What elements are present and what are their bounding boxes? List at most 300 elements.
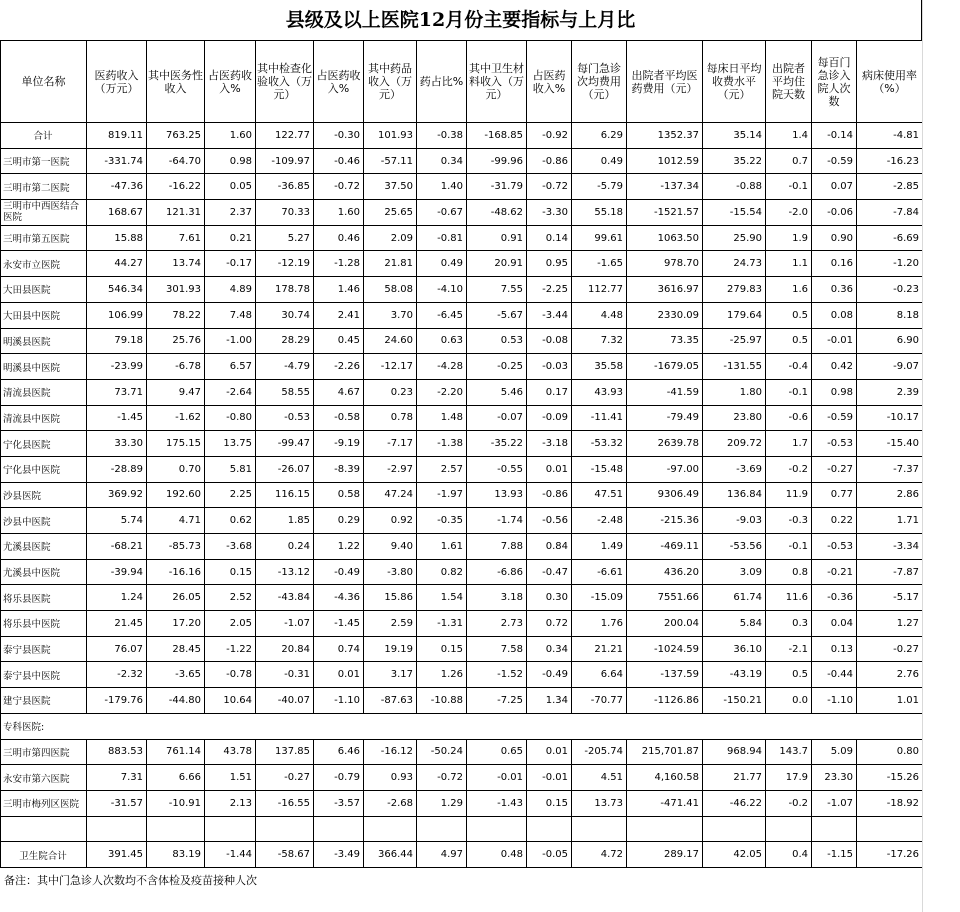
value-cell: 0.98 [812,379,857,405]
value-cell: 25.65 [364,200,417,226]
value-cell: -15.26 [857,765,923,791]
unit-name-cell: 将乐县中医院 [1,611,87,637]
value-cell: -109.97 [256,148,314,174]
value-cell: 55.18 [572,200,627,226]
table-row [1,148,923,174]
value-cell: 0.93 [364,765,417,791]
value-cell: 1.60 [205,123,256,149]
value-cell: -47.36 [87,174,147,200]
value-cell: 1.24 [87,585,147,611]
value-cell: 0.42 [812,354,857,380]
value-cell: 83.19 [147,842,205,868]
value-cell: -1679.05 [627,354,703,380]
value-cell: 0.22 [812,508,857,534]
value-cell: 192.60 [147,482,205,508]
empty-cell [812,816,857,842]
value-cell: 35.58 [572,354,627,380]
value-cell: -1.07 [812,790,857,816]
value-cell: -0.2 [766,456,812,482]
table-row [1,354,923,380]
value-cell: 0.90 [812,225,857,251]
value-cell: 9.40 [364,534,417,560]
value-cell: 47.24 [364,482,417,508]
empty-cell [87,816,147,842]
unit-name-cell: 三明市第五医院 [1,225,87,251]
value-cell: 7551.66 [627,585,703,611]
value-cell: -0.72 [417,765,467,791]
unit-name-cell: 三明市第四医院 [1,739,87,765]
unit-name-cell: 三明市中西医结合医院 [1,200,87,226]
value-cell: -53.56 [703,534,766,560]
value-cell: -97.00 [627,456,703,482]
empty-cell [1,816,87,842]
value-cell: -0.05 [527,842,572,868]
value-cell: -58.67 [256,842,314,868]
empty-cell [205,713,256,739]
value-cell: 37.50 [364,174,417,200]
value-cell: 4.97 [417,842,467,868]
value-cell: 6.64 [572,662,627,688]
value-cell: 2.09 [364,225,417,251]
value-cell: 121.31 [147,200,205,226]
value-cell: 20.84 [256,636,314,662]
value-cell: 369.92 [87,482,147,508]
value-cell: 0.46 [314,225,364,251]
empty-cell [812,713,857,739]
unit-name-cell: 宁化县中医院 [1,456,87,482]
sheet-gridline [922,0,923,912]
table-row [1,328,923,354]
value-cell: 7.58 [467,636,527,662]
empty-cell [627,713,703,739]
value-cell: 0.7 [766,148,812,174]
value-cell: -0.3 [766,508,812,534]
value-cell: 2.52 [205,585,256,611]
value-cell: 1.61 [417,534,467,560]
value-cell: 99.61 [572,225,627,251]
empty-cell [703,713,766,739]
value-cell: 0.08 [812,302,857,328]
value-cell: 7.55 [467,277,527,303]
value-cell: 4.72 [572,842,627,868]
value-cell: 0.5 [766,302,812,328]
table-row [1,123,923,149]
column-header: 其中医务性收入 [147,41,205,123]
value-cell: 7.48 [205,302,256,328]
table-row [1,765,923,791]
value-cell: 0.63 [417,328,467,354]
empty-cell [314,816,364,842]
unit-name-cell: 尤溪县医院 [1,534,87,560]
unit-name-cell: 泰宁县医院 [1,636,87,662]
value-cell: -5.79 [572,174,627,200]
value-cell: -16.16 [147,559,205,585]
value-cell: -3.34 [857,534,923,560]
value-cell: -3.57 [314,790,364,816]
value-cell: 0.65 [467,739,527,765]
value-cell: 279.83 [703,277,766,303]
value-cell: 0.15 [527,790,572,816]
value-cell: 168.67 [87,200,147,226]
value-cell: -44.80 [147,688,205,714]
value-cell: -15.48 [572,456,627,482]
indicator-table [0,40,923,868]
value-cell: 2.25 [205,482,256,508]
value-cell: -0.01 [527,765,572,791]
value-cell: 0.23 [364,379,417,405]
value-cell: -0.49 [527,662,572,688]
unit-name-cell: 清流县医院 [1,379,87,405]
value-cell: 1.22 [314,534,364,560]
empty-cell [467,816,527,842]
unit-name-cell: 明溪县中医院 [1,354,87,380]
value-cell: -10.88 [417,688,467,714]
value-cell: 0.01 [527,456,572,482]
value-cell: 0.72 [527,611,572,637]
value-cell: 9306.49 [627,482,703,508]
value-cell: -1.10 [314,688,364,714]
value-cell: 1.40 [417,174,467,200]
value-cell: -16.12 [364,739,417,765]
table-row [1,842,923,868]
value-cell: -2.0 [766,200,812,226]
section-row [1,713,923,739]
value-cell: 1.49 [572,534,627,560]
value-cell: 0.70 [147,456,205,482]
value-cell: -0.59 [812,148,857,174]
value-cell: 5.46 [467,379,527,405]
unit-name-cell: 清流县中医院 [1,405,87,431]
value-cell: 4.71 [147,508,205,534]
value-cell: 5.74 [87,508,147,534]
value-cell: 366.44 [364,842,417,868]
value-cell: 0.24 [256,534,314,560]
value-cell: -0.07 [467,405,527,431]
value-cell: 42.05 [703,842,766,868]
value-cell: 1.29 [417,790,467,816]
value-cell: 0.15 [205,559,256,585]
unit-name-cell: 大田县中医院 [1,302,87,328]
unit-name-cell: 泰宁县中医院 [1,662,87,688]
value-cell: 78.22 [147,302,205,328]
value-cell: -4.79 [256,354,314,380]
value-cell: 0.53 [467,328,527,354]
value-cell: 20.91 [467,251,527,277]
value-cell: 4.48 [572,302,627,328]
value-cell: 1.34 [527,688,572,714]
value-cell: 0.82 [417,559,467,585]
value-cell: 0.21 [205,225,256,251]
table-row [1,379,923,405]
empty-cell [572,816,627,842]
table-row [1,251,923,277]
value-cell: 11.6 [766,585,812,611]
column-header: 占医药收入% [314,41,364,123]
value-cell: 0.74 [314,636,364,662]
column-header: 病床使用率（%） [857,41,923,123]
value-cell: -40.07 [256,688,314,714]
value-cell: -0.27 [256,765,314,791]
value-cell: 3.70 [364,302,417,328]
value-cell: -1.52 [467,662,527,688]
value-cell: -0.49 [314,559,364,585]
value-cell: 17.9 [766,765,812,791]
value-cell: -53.32 [572,431,627,457]
value-cell: -18.92 [857,790,923,816]
value-cell: 1.01 [857,688,923,714]
value-cell: -0.55 [467,456,527,482]
value-cell: 1.7 [766,431,812,457]
value-cell: 10.64 [205,688,256,714]
value-cell: 0.36 [812,277,857,303]
value-cell: -7.84 [857,200,923,226]
value-cell: 0.49 [572,148,627,174]
value-cell: -0.27 [812,456,857,482]
value-cell: -469.11 [627,534,703,560]
table-row [1,585,923,611]
value-cell: -0.80 [205,405,256,431]
value-cell: -131.55 [703,354,766,380]
value-cell: -0.53 [812,431,857,457]
column-header: 占医药收入% [527,41,572,123]
table-row [1,688,923,714]
value-cell: 7.88 [467,534,527,560]
value-cell: -1.38 [417,431,467,457]
section-label: 专科医院: [1,713,87,739]
table-row [1,482,923,508]
value-cell: 24.73 [703,251,766,277]
value-cell: 1.48 [417,405,467,431]
value-cell: 0.48 [467,842,527,868]
value-cell: 6.90 [857,328,923,354]
value-cell: -4.28 [417,354,467,380]
value-cell: 143.7 [766,739,812,765]
value-cell: -12.19 [256,251,314,277]
value-cell: 215,701.87 [627,739,703,765]
value-cell: -0.1 [766,534,812,560]
table-row [1,662,923,688]
value-cell: -7.25 [467,688,527,714]
value-cell: -6.69 [857,225,923,251]
value-cell: 33.30 [87,431,147,457]
value-cell: 2.39 [857,379,923,405]
table-row [1,431,923,457]
value-cell: 6.57 [205,354,256,380]
value-cell: 1.76 [572,611,627,637]
value-cell: -70.77 [572,688,627,714]
value-cell: -3.49 [314,842,364,868]
column-header: 占医药收入% [205,41,256,123]
value-cell: 0.05 [205,174,256,200]
value-cell: -0.79 [314,765,364,791]
value-cell: -0.31 [256,662,314,688]
value-cell: -15.54 [703,200,766,226]
empty-cell [572,713,627,739]
value-cell: -1.65 [572,251,627,277]
value-cell: -0.27 [857,636,923,662]
value-cell: -0.01 [812,328,857,354]
footnote: 备注：其中门急诊人次数均不含体检及疫苗接种人次 [4,873,257,887]
value-cell: -0.38 [417,123,467,149]
value-cell: 4.51 [572,765,627,791]
value-cell: 0.29 [314,508,364,534]
value-cell: 0.30 [527,585,572,611]
value-cell: -0.46 [314,148,364,174]
value-cell: -10.91 [147,790,205,816]
value-cell: -43.84 [256,585,314,611]
table-row [1,174,923,200]
header-row [1,41,923,123]
value-cell: 1.46 [314,277,364,303]
value-cell: -15.09 [572,585,627,611]
value-cell: 2639.78 [627,431,703,457]
value-cell: 0.14 [527,225,572,251]
value-cell: -17.26 [857,842,923,868]
value-cell: -0.30 [314,123,364,149]
value-cell: 76.07 [87,636,147,662]
value-cell: -25.97 [703,328,766,354]
value-cell: -6.86 [467,559,527,585]
value-cell: -1521.57 [627,200,703,226]
value-cell: 47.51 [572,482,627,508]
value-cell: -0.56 [527,508,572,534]
value-cell: -23.99 [87,354,147,380]
value-cell: -48.62 [467,200,527,226]
value-cell: 79.18 [87,328,147,354]
column-header: 每床日平均收费水平（元） [703,41,766,123]
empty-cell [467,713,527,739]
value-cell: -3.68 [205,534,256,560]
value-cell: -1.15 [812,842,857,868]
empty-cell [147,713,205,739]
value-cell: -0.35 [417,508,467,534]
value-cell: 2.59 [364,611,417,637]
unit-name-cell: 宁化县医院 [1,431,87,457]
unit-name-cell: 将乐县医院 [1,585,87,611]
value-cell: -0.78 [205,662,256,688]
value-cell: -0.1 [766,174,812,200]
value-cell: -0.86 [527,148,572,174]
value-cell: 6.46 [314,739,364,765]
value-cell: -0.14 [812,123,857,149]
value-cell: -1.31 [417,611,467,637]
value-cell: -1.62 [147,405,205,431]
table-row [1,739,923,765]
value-cell: 0.16 [812,251,857,277]
column-header: 医药收入（万元） [87,41,147,123]
value-cell: 13.75 [205,431,256,457]
value-cell: 6.29 [572,123,627,149]
value-cell: 301.93 [147,277,205,303]
value-cell: -168.85 [467,123,527,149]
column-header: 其中卫生材料收入（万元） [467,41,527,123]
value-cell: -0.86 [527,482,572,508]
value-cell: 1.60 [314,200,364,226]
value-cell: 436.20 [627,559,703,585]
value-cell: -150.21 [703,688,766,714]
value-cell: 2.57 [417,456,467,482]
value-cell: 2.41 [314,302,364,328]
value-cell: -46.22 [703,790,766,816]
value-cell: 43.78 [205,739,256,765]
value-cell: 175.15 [147,431,205,457]
value-cell: 968.94 [703,739,766,765]
value-cell: -4.10 [417,277,467,303]
value-cell: -0.06 [812,200,857,226]
value-cell: 11.9 [766,482,812,508]
value-cell: -28.89 [87,456,147,482]
value-cell: 61.74 [703,585,766,611]
value-cell: -1.28 [314,251,364,277]
value-cell: 5.27 [256,225,314,251]
value-cell: -50.24 [417,739,467,765]
value-cell: 0.8 [766,559,812,585]
value-cell: 58.08 [364,277,417,303]
value-cell: 3.17 [364,662,417,688]
value-cell: -2.32 [87,662,147,688]
value-cell: 0.80 [857,739,923,765]
value-cell: -137.59 [627,662,703,688]
value-cell: -0.08 [527,328,572,354]
value-cell: -0.88 [703,174,766,200]
value-cell: 73.35 [627,328,703,354]
value-cell: 0.84 [527,534,572,560]
value-cell: 1.6 [766,277,812,303]
value-cell: 0.34 [417,148,467,174]
value-cell: 137.85 [256,739,314,765]
value-cell: -137.34 [627,174,703,200]
value-cell: -4.81 [857,123,923,149]
value-cell: -0.01 [467,765,527,791]
value-cell: 0.78 [364,405,417,431]
value-cell: -0.53 [812,534,857,560]
value-cell: 136.84 [703,482,766,508]
value-cell: 23.80 [703,405,766,431]
value-cell: -9.19 [314,431,364,457]
value-cell: 36.10 [703,636,766,662]
value-cell: 1012.59 [627,148,703,174]
unit-name-cell: 尤溪县中医院 [1,559,87,585]
value-cell: 0.4 [766,842,812,868]
value-cell: 25.76 [147,328,205,354]
empty-cell [417,816,467,842]
empty-cell [417,713,467,739]
value-cell: -7.17 [364,431,417,457]
value-cell: 116.15 [256,482,314,508]
value-cell: 44.27 [87,251,147,277]
value-cell: -1.97 [417,482,467,508]
unit-name-cell: 永安市第六医院 [1,765,87,791]
unit-name-cell: 卫生院合计 [1,842,87,868]
value-cell: -16.22 [147,174,205,200]
value-cell: 0.3 [766,611,812,637]
value-cell: -9.07 [857,354,923,380]
value-cell: -0.2 [766,790,812,816]
empty-cell [766,713,812,739]
value-cell: 1063.50 [627,225,703,251]
value-cell: 0.13 [812,636,857,662]
sheet-title: 县级及以上医院12月份主要指标与上月比 [0,0,922,40]
empty-cell [147,816,205,842]
value-cell: 24.60 [364,328,417,354]
value-cell: 2.05 [205,611,256,637]
value-cell: -0.47 [527,559,572,585]
value-cell: -3.65 [147,662,205,688]
value-cell: -16.23 [857,148,923,174]
value-cell: 1.80 [703,379,766,405]
value-cell: -0.17 [205,251,256,277]
value-cell: -31.57 [87,790,147,816]
